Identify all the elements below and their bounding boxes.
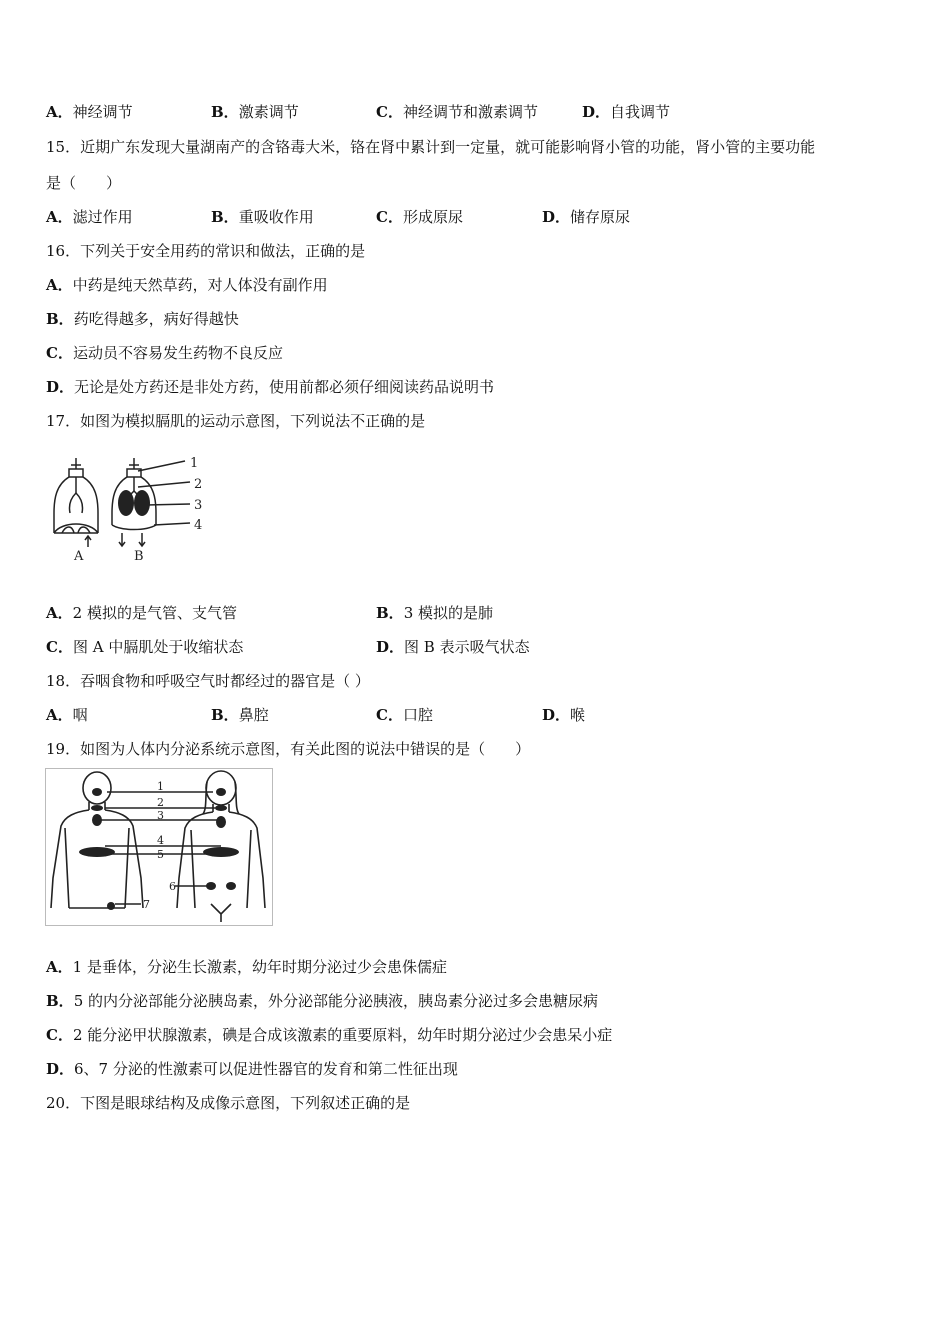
figure-label-3: 3	[194, 498, 203, 513]
q15-option-a	[46, 207, 133, 227]
q15-stem-line2: 是（ ）	[46, 174, 122, 192]
option-label: A．	[46, 604, 73, 622]
q14-option-a	[46, 102, 133, 122]
q15-stem-line1: 15．近期广东发现大量湖南产的含铬毒大米，铬在肾中累计到一定量，就可能影响肾小管的功能，肾小管的主要功能	[46, 138, 816, 156]
option-label: A．	[46, 706, 73, 724]
q14-option-b	[211, 102, 299, 122]
option-label: B．	[46, 310, 74, 328]
option-text: 2 模拟的是气管、支气管	[72, 604, 237, 622]
q16-option-b	[46, 309, 239, 329]
q18-option-d	[542, 705, 585, 725]
q18-stem: 18．吞咽食物和呼吸空气时都经过的器官是（ ）	[46, 672, 370, 690]
figure-label-1: 1	[190, 456, 199, 471]
option-text: 2 能分泌甲状腺激素，碘是合成该激素的重要原料，幼年时期分泌过少会患呆小症	[72, 1026, 613, 1044]
option-text: 中药是纯天然草药，对人体没有副作用	[72, 276, 328, 294]
option-label: B．	[376, 604, 404, 622]
q18-option-b	[211, 705, 269, 725]
option-label: C．	[376, 103, 403, 121]
q14-option-c	[376, 102, 538, 122]
q18-option-a	[46, 705, 88, 725]
figure-label-5: 5	[157, 848, 164, 861]
option-label: D．	[542, 208, 571, 226]
option-label: C．	[46, 1026, 73, 1044]
figure-label-4: 4	[194, 518, 203, 533]
option-text: 鼻腔	[238, 706, 269, 724]
option-text: 6、7 分泌的性激素可以促进性器官的发育和第二性征出现	[74, 1060, 458, 1078]
option-text: 5 的内分泌部能分泌胰岛素，外分泌部能分泌胰液，胰岛素分泌过多会患糖尿病	[73, 992, 599, 1010]
q17-stem: 17．如图为模拟膈肌的运动示意图，下列说法不正确的是	[46, 412, 426, 430]
option-text: 储存原尿	[570, 208, 631, 226]
figure-label-1: 1	[157, 780, 164, 793]
q19-option-c	[46, 1025, 612, 1045]
figure-label-2: 2	[194, 477, 203, 492]
option-label: D．	[376, 638, 405, 656]
option-text: 运动员不容易发生药物不良反应	[72, 344, 283, 362]
q19-stem: 19．如图为人体内分泌系统示意图，有关此图的说法中错误的是（ ）	[46, 740, 531, 758]
option-text: 咽	[72, 706, 88, 724]
option-label: C．	[46, 344, 73, 362]
figure-caption-a: A	[74, 549, 84, 564]
q16-stem: 16．下列关于安全用药的常识和做法，正确的是	[46, 242, 366, 260]
option-label: B．	[46, 992, 74, 1010]
option-text: 自我调节	[610, 103, 671, 121]
q15-option-d	[542, 207, 630, 227]
option-text: 口腔	[402, 706, 433, 724]
option-label: A．	[46, 208, 73, 226]
q15-option-c	[376, 207, 463, 227]
option-label: D．	[582, 103, 611, 121]
figure-label-4: 4	[157, 834, 164, 847]
q17-option-a	[46, 603, 237, 623]
option-text: 图 A 中膈肌处于收缩状态	[72, 638, 244, 656]
option-text: 喉	[570, 706, 586, 724]
option-label: D．	[46, 1060, 75, 1078]
option-text: 药吃得越多，病好得越快	[73, 310, 239, 328]
figure-label-6: 6	[169, 880, 176, 893]
option-text: 神经调节	[72, 103, 133, 121]
option-label: B．	[211, 103, 239, 121]
diaphragm-model-figure	[50, 455, 210, 565]
figure-label-2: 2	[157, 796, 164, 809]
q16-option-a	[46, 275, 328, 295]
option-label: D．	[542, 706, 571, 724]
option-text: 3 模拟的是肺	[403, 604, 493, 622]
q17-option-d	[376, 637, 530, 657]
option-label: A．	[46, 103, 73, 121]
figure-label-3: 3	[157, 809, 164, 822]
q16-option-d	[46, 377, 494, 397]
q17-option-b	[376, 603, 493, 623]
option-text: 图 B 表示吸气状态	[404, 638, 530, 656]
figure-caption-b: B	[134, 549, 144, 564]
option-text: 重吸收作用	[238, 208, 314, 226]
option-label: B．	[211, 208, 239, 226]
q16-option-c	[46, 343, 283, 363]
q17-option-c	[46, 637, 243, 657]
option-text: 1 是垂体，分泌生长激素，幼年时期分泌过少会患侏儒症	[72, 958, 447, 976]
option-label: D．	[46, 378, 75, 396]
option-label: C．	[46, 638, 73, 656]
endocrine-system-figure	[45, 768, 273, 926]
q19-option-a	[46, 957, 447, 977]
option-text: 无论是处方药还是非处方药，使用前都必须仔细阅读药品说明书	[74, 378, 495, 396]
option-label: A．	[46, 276, 73, 294]
option-text: 滤过作用	[72, 208, 133, 226]
option-text: 激素调节	[238, 103, 299, 121]
option-label: A．	[46, 958, 73, 976]
q19-option-b	[46, 991, 598, 1011]
q14-option-d	[582, 102, 670, 122]
q20-stem: 20．下图是眼球结构及成像示意图，下列叙述正确的是	[46, 1094, 411, 1112]
q18-option-c	[376, 705, 433, 725]
figure-label-7: 7	[143, 898, 150, 911]
option-text: 神经调节和激素调节	[402, 103, 538, 121]
option-label: C．	[376, 706, 403, 724]
q15-option-b	[211, 207, 314, 227]
q19-option-d	[46, 1059, 458, 1079]
option-label: B．	[211, 706, 239, 724]
option-text: 形成原尿	[402, 208, 463, 226]
option-label: C．	[376, 208, 403, 226]
